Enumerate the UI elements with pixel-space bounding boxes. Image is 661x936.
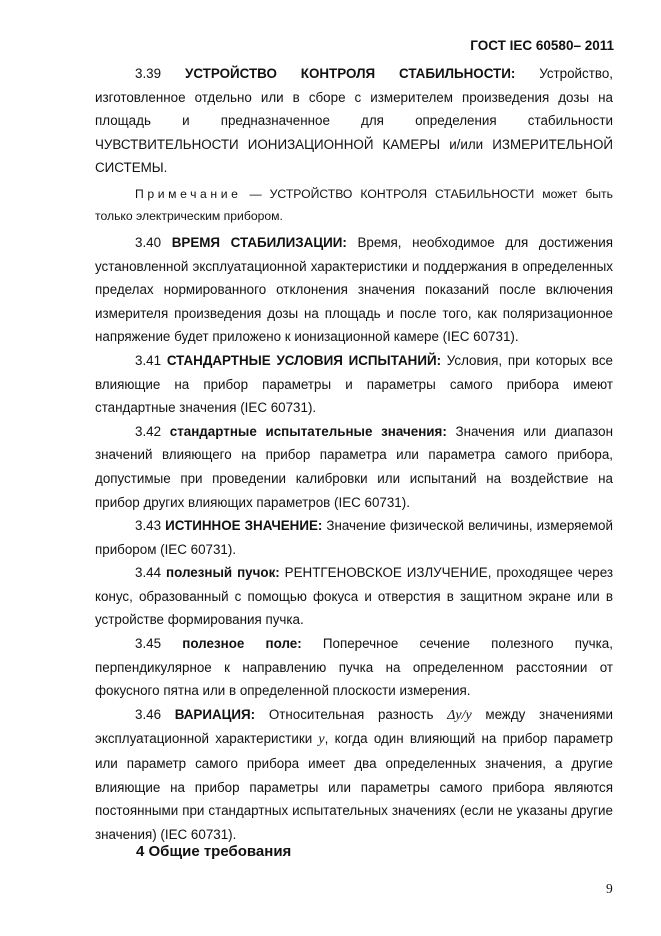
variable-y: y: [318, 732, 325, 748]
paragraph-3-45: 3.45 полезное поле: Поперечное сечение полезного пучка, перпендикулярное к направлению пучка на определенном расстоянии от фокусного пятна или в определенной плоскости измерения.: [95, 636, 613, 699]
formula-delta-y-over-y: Δy/y: [447, 707, 472, 723]
page-number: 9: [606, 881, 613, 896]
paragraph-3-39: 3.39 УСТРОЙСТВО КОНТРОЛЯ СТАБИЛЬНОСТИ: Устройство, изготовленное отдельно или в сборе с измерителем произведения дозы на площадь и предназначенное для определения стабильности ЧУВСТВИТЕЛЬНОСТИ ИОНИЗАЦИОННОЙ КАМЕРЫ и/или ИЗМЕРИТЕЛЬНОЙ СИСТЕМЫ.: [95, 66, 613, 176]
note-label: Примечание: [135, 186, 242, 201]
document-header: ГОСТ IEC 60580– 2011: [470, 38, 614, 53]
term: УСТРОЙСТВО КОНТРОЛЯ СТАБИЛЬНОСТИ:: [184, 66, 516, 81]
paragraph-3-42: 3.42 стандартные испытательные значения: Значения или диапазон значений влияющего на прибор параметра или параметра самого прибора, допустимые при проведении калибровки или испытаний на воздействие на прибор других влияющих параметров (IEC 60731).: [95, 423, 613, 510]
term: ВАРИАЦИЯ:: [174, 706, 256, 722]
section-heading: 4 Общие требования: [136, 843, 292, 860]
paragraph-3-40: 3.40 ВРЕМЯ СТАБИЛИЗАЦИИ: Время, необходимое для достижения установленной эксплуатационной характеристики и поддержания в определенных пределах нормированного отклонения значения показаний после включения измерителя произведения дозы на площадь и после того, как поляризационное напряжение будет приложено к ионизационной камере (IEC 60731).: [95, 234, 613, 345]
term: ВРЕМЯ СТАБИЛИЗАЦИИ:: [171, 234, 347, 250]
term: ИСТИННОЕ ЗНАЧЕНИЕ:: [165, 518, 323, 534]
paragraph-3-44: 3.44 полезный пучок: РЕНТГЕНОВСКОЕ ИЗЛУЧЕНИЕ, проходящее через конус, образованный с помощью фокуса и отверстия в защитном экране или в устройстве формирования пучка.: [95, 565, 613, 628]
document-body: [95, 62, 613, 846]
term: стандартные испытательные значения:: [169, 423, 447, 439]
note-3-39: Примечание — УСТРОЙСТВО КОНТРОЛЯ СТАБИЛЬНОСТИ может быть только электрическим прибором.: [95, 186, 613, 223]
term: полезный пучок:: [166, 565, 280, 581]
term: полезное поле:: [182, 636, 302, 652]
paragraph-3-41: 3.41 СТАНДАРТНЫЕ УСЛОВИЯ ИСПЫТАНИЙ: Условия, при которых все влияющие на прибор параметры и параметры самого прибора имеют стандартные значения (IEC 60731).: [95, 352, 613, 416]
paragraph-3-46: 3.46 ВАРИАЦИЯ: Относительная разность Δy/y между значениями эксплуатационной характеристики y, когда один влияющий на прибор параметр или параметр самого прибора имеет два определенных значения, а другие влияющие на прибор параметры или параметры самого прибора являются постоянными при стандартных испытательных значениях (если не указаны другие значения) (IEC 60731).: [95, 706, 613, 842]
term: СТАНДАРТНЫЕ УСЛОВИЯ ИСПЫТАНИЙ:: [166, 352, 442, 368]
paragraph-3-43: 3.43 ИСТИННОЕ ЗНАЧЕНИЕ: Значение физической величины, измеряемой прибором (IEC 60731).: [95, 518, 613, 557]
